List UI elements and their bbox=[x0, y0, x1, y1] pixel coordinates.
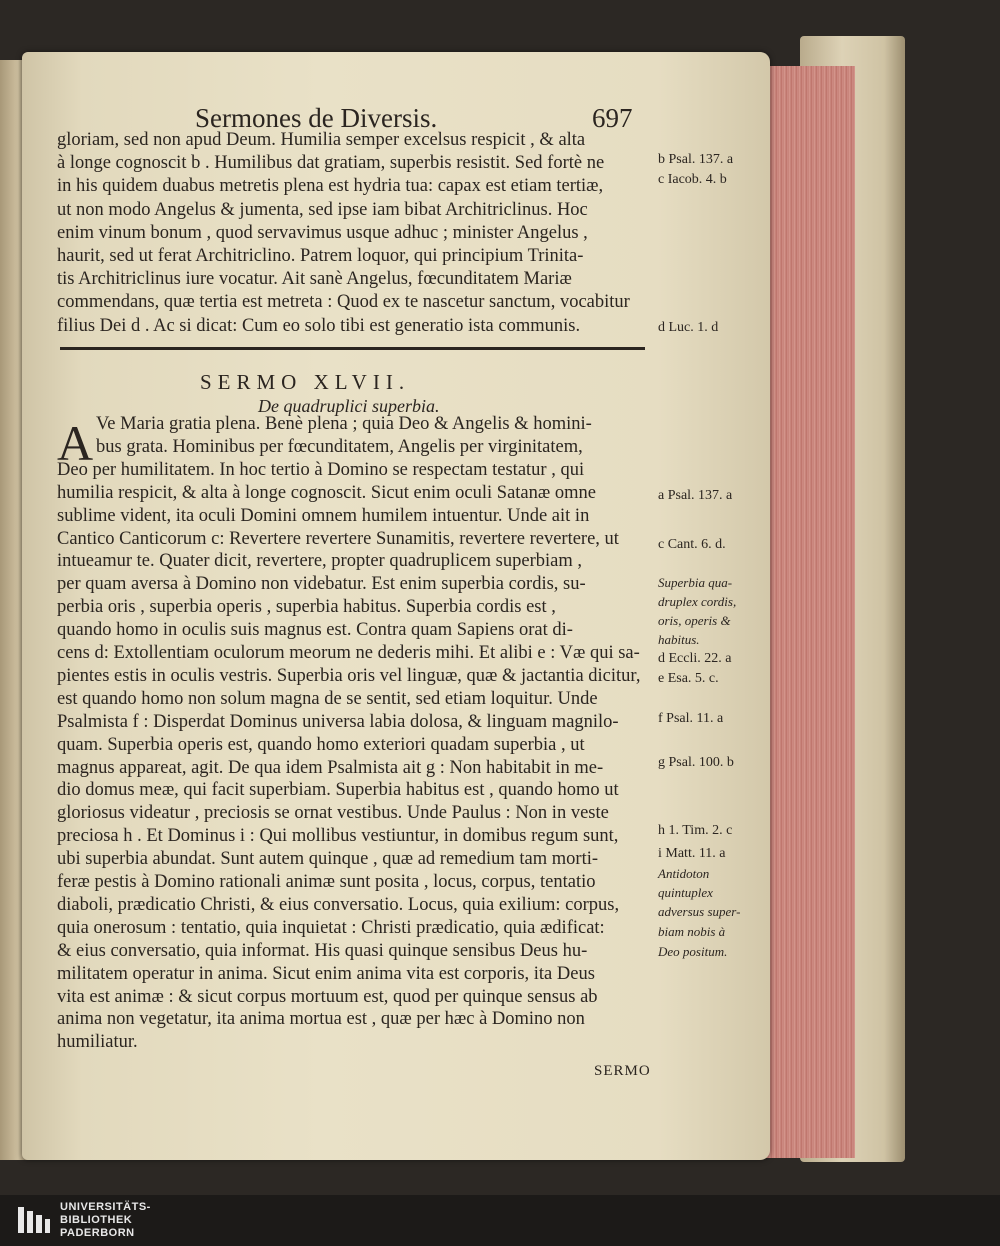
sermon-title: SERMO XLVII. bbox=[200, 370, 411, 394]
text-line: in his quidem duabus metretis plena est hydria tua: capax est etiam tertiæ, bbox=[57, 176, 604, 197]
margin-note: oris, operis & bbox=[658, 613, 731, 628]
drop-cap: A bbox=[57, 415, 94, 471]
text-line: Cantico Canticorum c: Revertere revertere Sunamitis, revertere revertere, ut bbox=[57, 528, 619, 549]
text-line: sublime vident, ita oculi Domini omnem humilem intuentur. Unde ait in bbox=[57, 505, 590, 526]
text-line: cens d: Extollentiam oculorum meorum ne dederis mihi. Et alibi e : Væ qui sa- bbox=[57, 643, 640, 663]
margin-note: Deo positum. bbox=[658, 944, 728, 959]
margin-note: habitus. bbox=[658, 632, 700, 647]
margin-note: quintuplex bbox=[658, 885, 713, 900]
margin-note: d Luc. 1. d bbox=[658, 320, 719, 335]
library-footer bbox=[0, 1195, 1000, 1246]
logo-line-2: BIBLIOTHEK bbox=[60, 1214, 133, 1226]
text-line: perbia oris , superbia operis , superbia habitus. Superbia cordis est , bbox=[57, 597, 556, 618]
text-line: dio domus meæ, qui facit superbiam. Superbia habitus est , quando homo ut bbox=[57, 780, 619, 801]
text-line: humilia respicit, & alta à longe cognoscit. Sicut enim oculi Satanæ omne bbox=[57, 482, 596, 503]
margin-note: Antidoton bbox=[658, 866, 710, 881]
text-line: feræ pestis à Domino rationali animæ sunt posita , locus, corpus, tentatio bbox=[57, 872, 596, 892]
text-line: Ve Maria gratia plena. Benè plena ; quia Deo & Angelis & homini- bbox=[96, 414, 592, 434]
text-line: à longe cognoscit b . Humilibus dat gratiam, superbis resistit. Sed fortè ne bbox=[57, 153, 605, 174]
text-line: anima non vegetatur, ita anima mortua est , quæ per hæc à Domino non bbox=[57, 1009, 585, 1030]
text-line: intueamur te. Quater dicit, revertere, propter quadruplicem superbiam , bbox=[57, 551, 582, 572]
text-line: commendans, quæ tertia est metreta : Quod ex te nascetur sanctum, vocabitur bbox=[57, 292, 630, 313]
margin-note: a Psal. 137. a bbox=[658, 488, 733, 503]
text-line: militatem operatur in anima. Sicut enim anima vita est corporis, ita Deus bbox=[57, 963, 595, 984]
margin-note: g Psal. 100. b bbox=[658, 755, 734, 770]
sermon-subtitle: De quadruplici superbia. bbox=[258, 396, 440, 416]
text-line: haurit, sed ut ferat Architriclino. Patrem loquor, qui principium Trinita- bbox=[57, 246, 584, 266]
text-line: Deo per humilitatem. In hoc tertio à Domino se respectam testatur , qui bbox=[57, 459, 585, 480]
text-line: per quam aversa à Domino non videbatur. Est enim superbia cordis, su- bbox=[57, 574, 586, 595]
text-line: ut non modo Angelus & jumenta, sed ipse iam bibat Architriclinus. Hoc bbox=[57, 199, 588, 220]
text-line: filius Dei d . Ac si dicat: Cum eo solo tibi est generatio ista communis. bbox=[57, 315, 581, 336]
text-line: gloriam, sed non apud Deum. Humilia semper excelsus respicit , & alta bbox=[57, 130, 586, 150]
page-number: 697 bbox=[592, 103, 633, 133]
margin-note: e Esa. 5. c. bbox=[658, 671, 719, 686]
text-line: & eius conversatio, quia informat. His quasi quinque sensibus Deus hu- bbox=[57, 940, 588, 961]
text-line: ubi superbia abundat. Sunt autem quinque , quæ ad remedium tam morti- bbox=[57, 849, 599, 870]
margin-note: c Iacob. 4. b bbox=[658, 172, 727, 187]
page-edges bbox=[763, 66, 855, 1158]
text-line: humiliatur. bbox=[57, 1032, 138, 1053]
margin-note: d Eccli. 22. a bbox=[658, 651, 732, 666]
catchword: SERMO bbox=[594, 1063, 651, 1079]
margin-note: Superbia qua- bbox=[658, 575, 733, 590]
margin-note: biam nobis à bbox=[658, 924, 726, 939]
text-line: Psalmista f : Disperdat Dominus universa labia dolosa, & linguam magnilo- bbox=[57, 711, 619, 732]
text-line: vita est animæ : & sicut corpus mortuum est, quod per quinque sensus ab bbox=[57, 986, 598, 1007]
text-line: enim vinum bonum , quod servavimus usque adhuc ; minister Angelus , bbox=[57, 222, 588, 243]
margin-note: druplex cordis, bbox=[658, 594, 737, 609]
logo-line-1: UNIVERSITÄTS- bbox=[60, 1201, 151, 1213]
text-line: preciosa h . Et Dominus i : Qui mollibus vestiuntur, in domibus regum sunt, bbox=[57, 826, 619, 847]
margin-note: f Psal. 11. a bbox=[658, 711, 724, 726]
text-line: bus grata. Hominibus per fœcunditatem, Angelis per virginitatem, bbox=[96, 436, 583, 457]
margin-note: h 1. Tim. 2. c bbox=[658, 823, 733, 838]
logo-line-3: PADERBORN bbox=[60, 1227, 135, 1239]
text-line: tis Architriclinus iure vocatur. Ait sanè Angelus, fœcunditatem Mariæ bbox=[57, 269, 572, 290]
library-logo-icon bbox=[16, 1203, 52, 1237]
margin-note: c Cant. 6. d. bbox=[658, 537, 726, 552]
margin-note: b Psal. 137. a bbox=[658, 152, 734, 167]
margin-note: adversus super- bbox=[658, 904, 741, 919]
running-head: Sermones de Diversis. bbox=[195, 103, 438, 133]
text-line: pientes estis in oculis vestris. Superbia oris vel linguæ, quæ & jactantia dicitur, bbox=[57, 665, 641, 686]
text-line: quia onerosum : tentatio, quia inquietat : Christi prædicatio, quia ædificat: bbox=[57, 917, 605, 938]
text-line: est quando homo non solum magna de se sentit, sed etiam loquitur. Unde bbox=[57, 688, 598, 709]
text-line: magnus appareat, agit. De qua idem Psalmista ait g : Non habitabit in me- bbox=[57, 757, 604, 778]
margin-note: i Matt. 11. a bbox=[658, 846, 726, 861]
text-line: diaboli, prædicatio Christi, & eius conversatio. Locus, quia exilium: corpus, bbox=[57, 894, 620, 915]
text-line: quam. Superbia operis est, quando homo exteriori quadam superbia , ut bbox=[57, 734, 585, 755]
text-line: gloriosus videatur , preciosis se ornat vestibus. Unde Paulus : Non in veste bbox=[57, 803, 609, 824]
text-line: quando homo in oculis suis magnus est. Contra quam Sapiens orat di- bbox=[57, 620, 573, 641]
section-rule bbox=[60, 347, 645, 350]
